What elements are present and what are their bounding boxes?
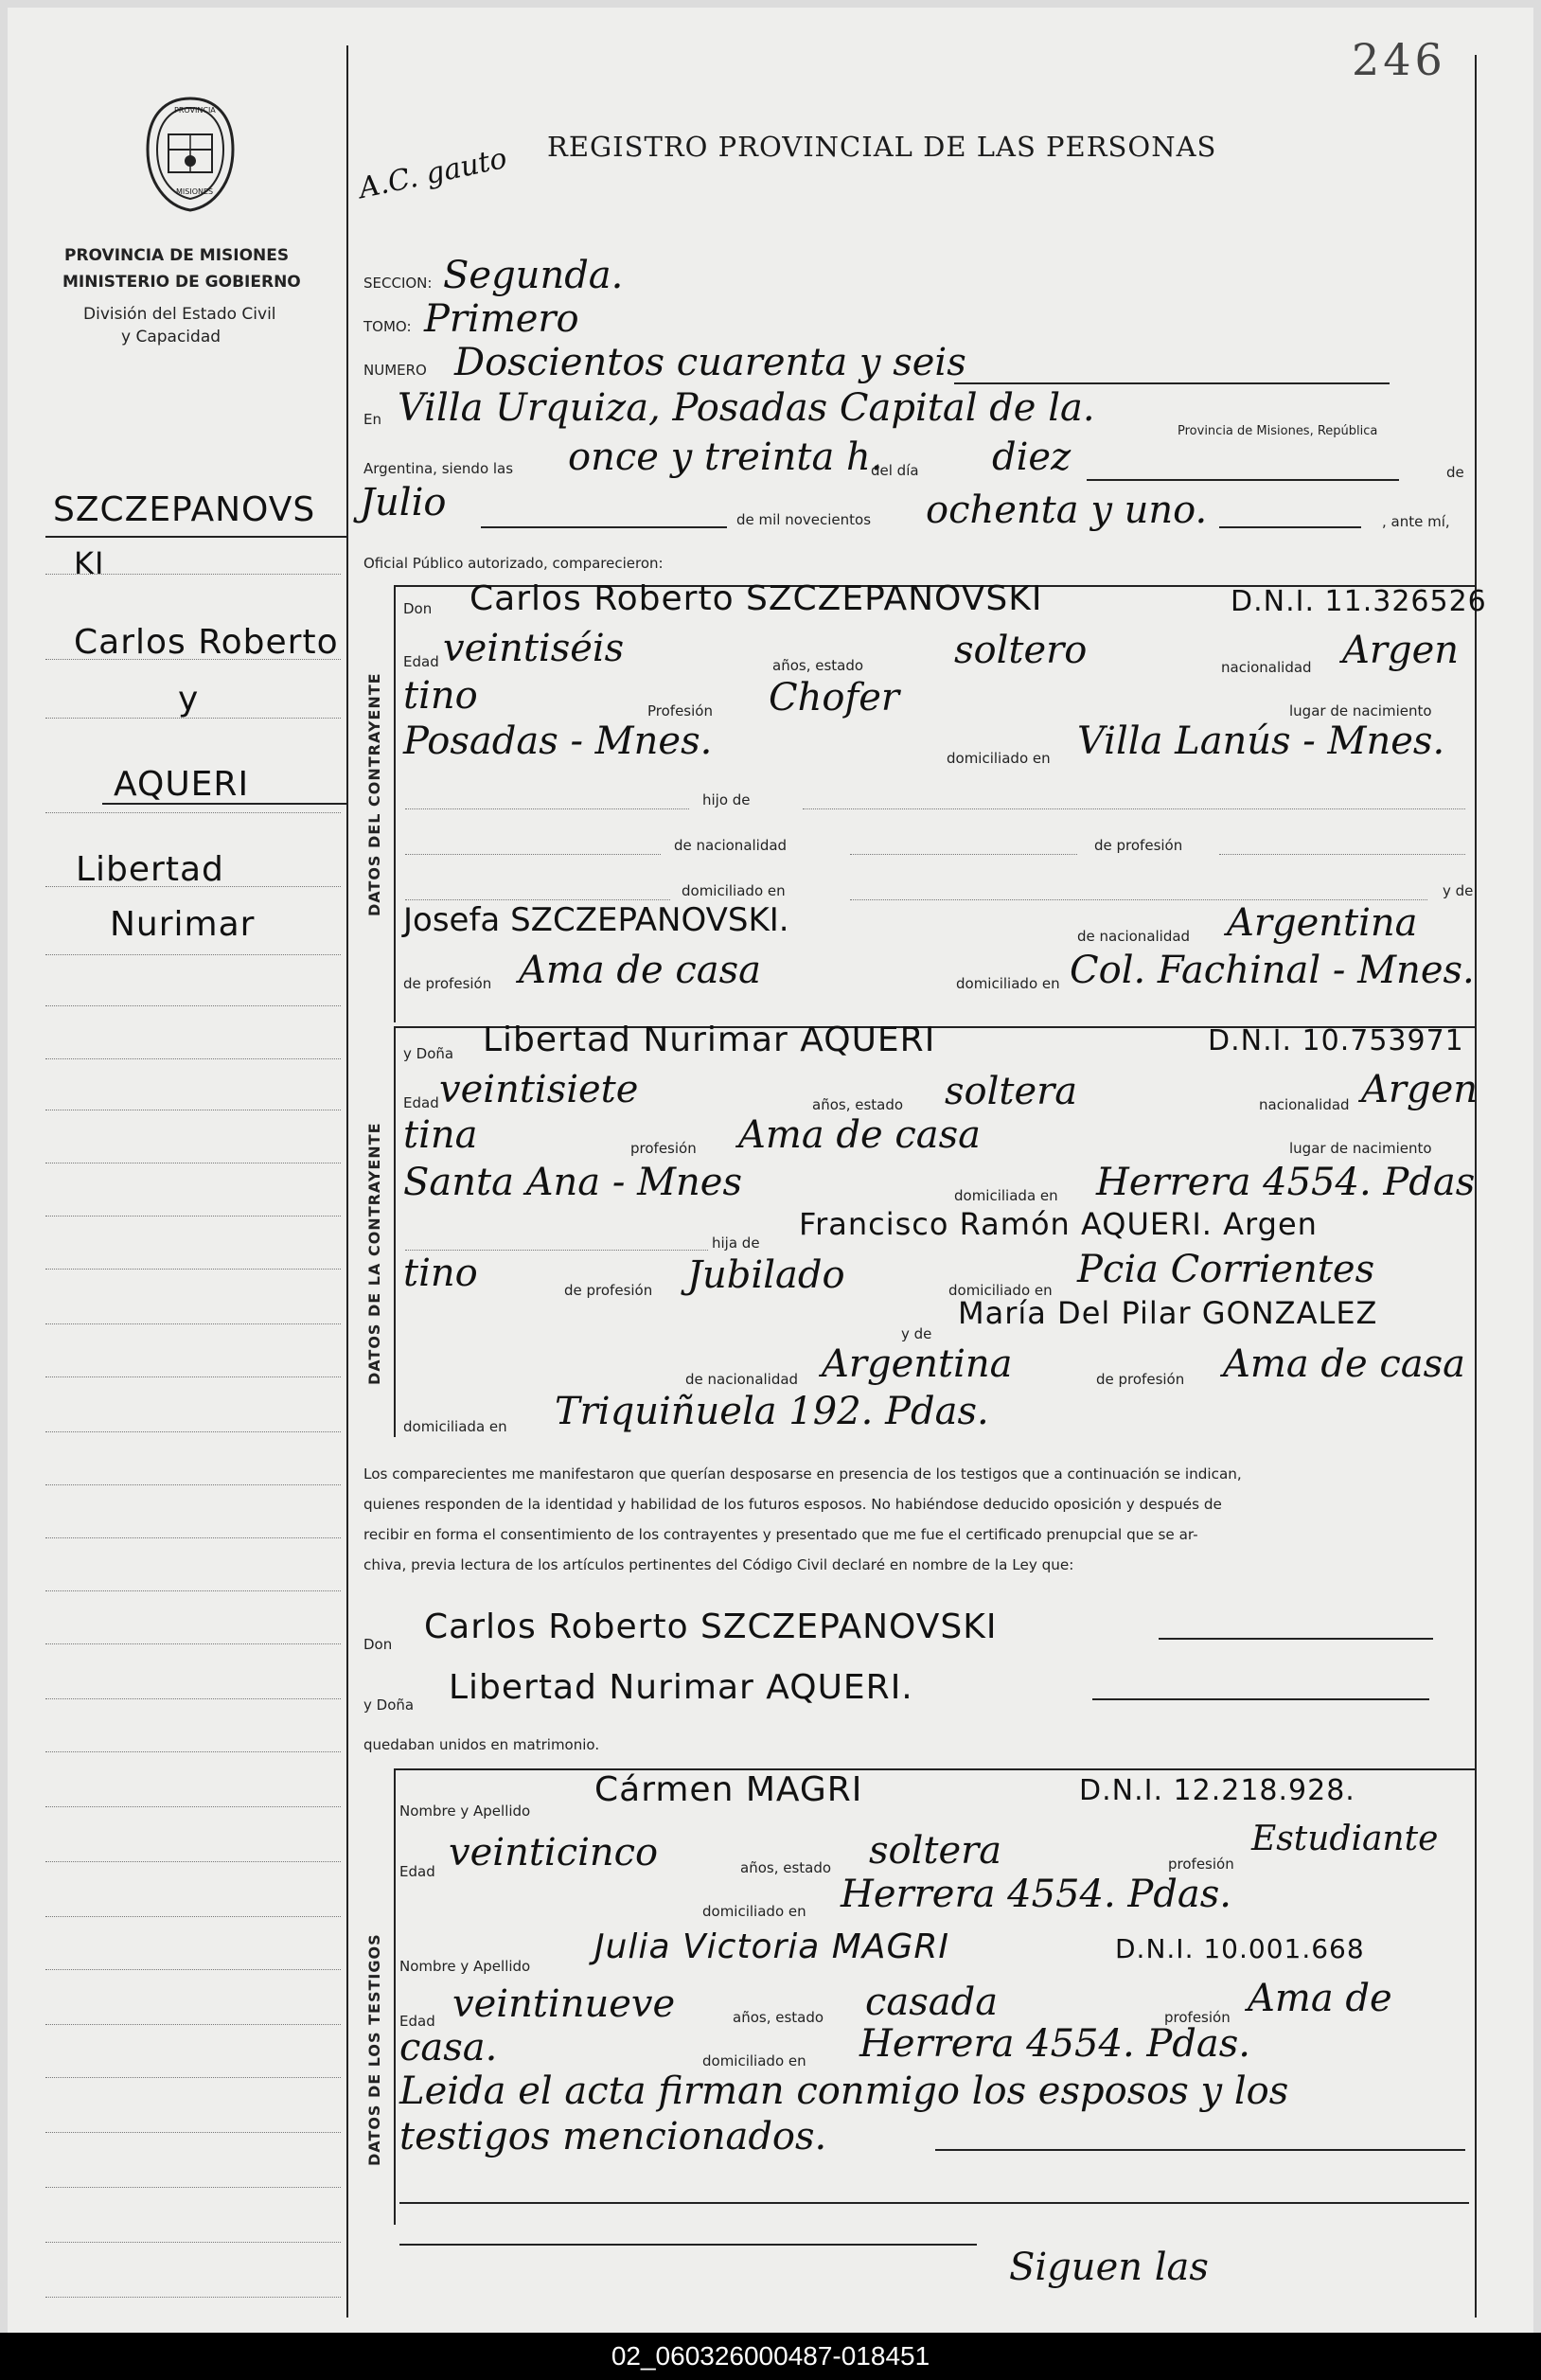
contrayente-nombre: Carlos Roberto SZCZEPANOVSKI	[469, 579, 1043, 618]
margin-underline-2	[102, 803, 348, 805]
annotation: A.C. gauto	[356, 141, 510, 206]
division-label-2: y Capacidad	[121, 328, 221, 346]
madre-nacionalidad-label: de nacionalidad	[1077, 928, 1191, 945]
contrayente-f-edad-label: Edad	[403, 1094, 439, 1111]
margin-dotted-rule	[45, 1751, 341, 1752]
padre-f-profesion-label: de profesión	[564, 1282, 653, 1299]
contrayente-f-dni: D.N.I. 10.753971	[1208, 1024, 1464, 1057]
de-label: de	[1446, 464, 1464, 481]
margin-dotted-rule	[45, 659, 341, 660]
declaration-line-2: quienes responden de la identidad y habilidad de los futuros esposos. No habiéndose deducido oposición y después de	[363, 1496, 1222, 1513]
dia-value: diez	[992, 435, 1072, 479]
t2-label: Nombre y Apellido	[399, 1958, 531, 1975]
testigos-top-rule	[394, 1768, 1475, 1770]
ministry-label: MINISTERIO DE GOBIERNO	[62, 273, 301, 292]
madre-f-nombre: María Del Pilar GONZALEZ	[958, 1295, 1378, 1331]
margin-rule	[346, 45, 348, 2318]
tomo-label: TOMO:	[363, 318, 412, 335]
contrayente-f-nacionalidad: Argen	[1361, 1068, 1479, 1111]
quedaban-label: quedaban unidos en matrimonio.	[363, 1736, 600, 1753]
margin-name-3: Nurimar	[110, 905, 256, 944]
contrayente-profesion: Chofer	[769, 676, 900, 719]
t1-dom-label: domiciliado en	[702, 1903, 806, 1920]
padre-profesion-label: de profesión	[1094, 837, 1183, 854]
hija-de-label: hija de	[712, 1234, 760, 1252]
declaration-dona: Libertad Nurimar AQUERI.	[449, 1668, 913, 1707]
madre-domiciliado-label: domiciliado en	[956, 975, 1060, 992]
declaration-dona-label: y Doña	[363, 1696, 415, 1714]
anio-value: ochenta y uno.	[926, 488, 1208, 532]
padre-nacionalidad-label: de nacionalidad	[674, 837, 788, 854]
contrayente-f-profesion-label: profesión	[630, 1140, 697, 1157]
t2-dom: Herrera 4554. Pdas.	[859, 2022, 1250, 2066]
contrayente-f-profesion: Ama de casa	[738, 1113, 981, 1157]
mes-value: Julio	[360, 481, 447, 524]
t2-estado: casada	[865, 1980, 999, 2024]
contrayente-lugar-nac: Posadas - Mnes.	[403, 719, 713, 763]
madre-f-domicilio: Triquiñuela 192. Pdas.	[555, 1390, 989, 1433]
field-dotted-rule	[850, 899, 1427, 900]
t2-dom-label: domiciliado en	[702, 2052, 806, 2069]
madre-profesion-label: de profesión	[403, 975, 492, 992]
hijo-de-label: hijo de	[702, 791, 751, 808]
margin-dotted-rule	[45, 1806, 341, 1807]
declaration-line-1: Los comparecientes me manifestaron que querían desposarse en presencia de los testigos que a continuación se indican,	[363, 1465, 1242, 1483]
margin-name-2: Libertad	[76, 850, 224, 889]
contrayente-f-anios-estado: años, estado	[812, 1096, 904, 1113]
section-rule-1	[394, 587, 396, 1022]
section-label-contrayente: DATOS DEL CONTRAYENTE	[365, 672, 383, 916]
madre-nombre: Josefa SZCZEPANOVSKI.	[403, 901, 789, 939]
right-rule	[1475, 55, 1477, 2318]
contrayente-domiciliado-label: domiciliado en	[947, 750, 1051, 767]
contrayente-f-lugar-nac: Santa Ana - Mnes	[403, 1161, 743, 1204]
nota-underline-1	[935, 2149, 1465, 2151]
margin-dotted-rule	[45, 1269, 341, 1270]
t1-prof: Estudiante	[1251, 1820, 1439, 1858]
declaration-don-underline	[1159, 1638, 1433, 1640]
del-dia-label: del día	[871, 462, 919, 479]
t2-prof-label: profesión	[1164, 2009, 1231, 2026]
provincia-text: Provincia de Misiones, República	[1178, 424, 1378, 438]
division-label-1: División del Estado Civil	[83, 305, 276, 324]
contrayente-anios-estado: años, estado	[772, 657, 864, 674]
registry-title: REGISTRO PROVINCIAL DE LAS PERSONAS	[547, 131, 1217, 163]
nota-line-1: Leida el acta firman conmigo los esposos y los	[399, 2069, 1289, 2113]
anio-underline	[1219, 526, 1361, 528]
numero-label: NUMERO	[363, 362, 427, 379]
declaration-don-label: Don	[363, 1636, 393, 1653]
margin-dotted-rule	[45, 1376, 341, 1377]
section-label-contrayente-f: DATOS DE LA CONTRAYENTE	[365, 1122, 383, 1385]
contrayente-f-edad: veintisiete	[439, 1068, 639, 1111]
field-dotted-rule	[405, 1250, 708, 1251]
contrayente-lugar-nac-label: lugar de nacimiento	[1289, 702, 1432, 719]
padre-f-domicilio: Pcia Corrientes	[1077, 1248, 1375, 1291]
margin-dotted-rule	[45, 1590, 341, 1591]
margin-dotted-rule	[45, 574, 341, 575]
margin-dotted-rule	[45, 886, 341, 887]
margin-dotted-rule	[45, 2024, 341, 2025]
province-label: PROVINCIA DE MISIONES	[64, 246, 290, 265]
padre-f-profesion: Jubilado	[687, 1253, 845, 1297]
t1-nombre: Cármen MAGRI	[594, 1770, 863, 1809]
declaration-line-3: recibir en forma el consentimiento de los contrayentes y presentado que me fue el certificado prenupcial que se ar-	[363, 1526, 1198, 1543]
contrayente-f-y-de-label: y de	[901, 1325, 932, 1342]
contrayente-dni: D.N.I. 11.326526	[1231, 585, 1487, 618]
t1-prof-label: profesión	[1168, 1856, 1234, 1873]
margin-dotted-rule	[45, 1969, 341, 1970]
contrayente-nacionalidad-label: nacionalidad	[1221, 659, 1312, 676]
declaration-dona-underline	[1092, 1698, 1429, 1700]
t1-dom: Herrera 4554. Pdas.	[841, 1873, 1231, 1916]
seal-bottom-text: MISIONES	[176, 187, 214, 196]
image-footer-id: 02_060326000487-018451	[0, 2333, 1541, 2380]
t2-prof: Ama de	[1248, 1977, 1392, 2020]
madre-f-profesion-label: de profesión	[1096, 1371, 1185, 1388]
margin-dotted-rule	[45, 2297, 341, 2298]
declaration-don: Carlos Roberto SZCZEPANOVSKI	[424, 1607, 998, 1646]
dona-label: y Doña	[403, 1045, 454, 1062]
madre-domicilio: Col. Fachinal - Mnes.	[1070, 949, 1475, 992]
lugar-value: Villa Urquiza, Posadas Capital de la.	[398, 386, 1095, 430]
t2-nombre: Julia Victoria MAGRI	[594, 1927, 950, 1966]
margin-dotted-rule	[45, 1323, 341, 1324]
contrayente-nacionalidad: Argen	[1342, 629, 1460, 672]
madre-f-profesion: Ama de casa	[1223, 1342, 1465, 1386]
margin-conj: y	[178, 680, 200, 719]
dia-underline	[1087, 479, 1399, 481]
don-label: Don	[403, 600, 433, 617]
section-rule-3	[394, 1770, 396, 2225]
field-dotted-rule	[1219, 854, 1465, 855]
margin-dotted-rule	[45, 1916, 341, 1917]
margin-dotted-rule	[45, 1216, 341, 1217]
section-rule-2	[394, 1028, 396, 1437]
contrayente-f-domiciliada-label: domiciliada en	[954, 1187, 1058, 1204]
margin-name-1: Carlos Roberto	[74, 623, 339, 662]
nota-underline-3	[399, 2244, 977, 2246]
margin-dotted-rule	[45, 2242, 341, 2243]
section-label-testigos: DATOS DE LOS TESTIGOS	[365, 1933, 383, 2166]
margin-dotted-rule	[45, 954, 341, 955]
margin-dotted-rule	[45, 2077, 341, 2078]
field-dotted-rule	[850, 854, 1077, 855]
t1-estado: soltera	[869, 1829, 1002, 1873]
field-dotted-rule	[405, 854, 661, 855]
y-de-label: y de	[1443, 882, 1474, 899]
t2-edad: veintinueve	[452, 1982, 676, 2026]
margin-dotted-rule	[45, 1005, 341, 1006]
margin-dotted-rule	[45, 2187, 341, 2188]
t1-edad-label: Edad	[399, 1863, 435, 1880]
madre-f-nacionalidad-label: de nacionalidad	[685, 1371, 799, 1388]
contrayente-f-estado: soltera	[945, 1070, 1078, 1113]
t2-edad-label: Edad	[399, 2013, 435, 2030]
field-dotted-rule	[405, 899, 670, 900]
field-dotted-rule	[803, 808, 1465, 809]
t1-anios-estado: años, estado	[740, 1859, 832, 1876]
hora-value: once y treinta h.	[568, 435, 883, 479]
padre-f-domiciliado-label: domiciliado en	[948, 1282, 1053, 1299]
padre-f-nombre: Francisco Ramón AQUERI. Argen	[799, 1206, 1318, 1242]
margin-dotted-rule	[45, 1484, 341, 1485]
margin-dotted-rule	[45, 1058, 341, 1059]
seccion-value: Segunda.	[443, 254, 624, 297]
ante-mi-label: , ante mí,	[1382, 513, 1450, 530]
contrayente-domicilio: Villa Lanús - Mnes.	[1077, 719, 1445, 763]
province-seal	[138, 93, 242, 216]
contrayente-nacionalidad-2: tino	[403, 674, 478, 718]
margin-dotted-rule	[45, 1698, 341, 1699]
page-number: 246	[1352, 34, 1446, 85]
t1-dni: D.N.I. 12.218.928.	[1079, 1774, 1355, 1807]
contrayente-edad-label: Edad	[403, 653, 439, 670]
madre-f-nacionalidad: Argentina	[822, 1342, 1013, 1386]
margin-dotted-rule	[45, 1431, 341, 1432]
margin-dotted-rule	[45, 1861, 341, 1862]
t2-anios-estado: años, estado	[733, 2009, 824, 2026]
numero-underline	[954, 382, 1390, 384]
seal-top-text: PROVINCIA	[174, 106, 216, 115]
margin-dotted-rule	[45, 1643, 341, 1644]
oficial-label: Oficial Público autorizado, comparecieron:	[363, 555, 664, 572]
margin-dotted-rule	[45, 2132, 341, 2133]
argentina-label: Argentina, siendo las	[363, 460, 514, 477]
contrayente-estado: soltero	[954, 629, 1088, 672]
tomo-value: Primero	[424, 297, 579, 341]
margin-surname-1: SZCZEPANOVS	[53, 490, 316, 529]
contrayente-profesion-label: Profesión	[647, 702, 713, 719]
contrayente-f-nombre: Libertad Nurimar AQUERI	[483, 1021, 936, 1059]
contrayente-f-nacionalidad-2: tina	[403, 1113, 478, 1157]
en-label: En	[363, 411, 381, 428]
padre-domiciliado-label: domiciliado en	[682, 882, 786, 899]
siguen-text: Siguen las	[1009, 2246, 1209, 2289]
margin-dotted-rule	[45, 718, 341, 719]
madre-profesion: Ama de casa	[519, 949, 761, 992]
madre-f-domiciliada-label: domiciliada en	[403, 1418, 507, 1435]
margin-surname-3: AQUERI	[114, 765, 250, 804]
t1-edad: veinticinco	[449, 1831, 659, 1874]
seccion-label: SECCION:	[363, 275, 433, 292]
contrayente-f-lugar-nac-label: lugar de nacimiento	[1289, 1140, 1432, 1157]
margin-surname-2: KI	[74, 545, 105, 581]
anio-label: de mil novecientos	[736, 511, 872, 528]
margin-underline-1	[45, 536, 346, 538]
nota-underline-2	[399, 2202, 1469, 2204]
field-dotted-rule	[405, 808, 689, 809]
contrayente-f-domicilio: Herrera 4554. Pdas	[1096, 1161, 1476, 1204]
certificate-page	[8, 8, 1533, 2333]
mes-underline	[481, 526, 727, 528]
margin-dotted-rule	[45, 1537, 341, 1538]
padre-f-nacionalidad-2: tino	[403, 1252, 478, 1295]
numero-value: Doscientos cuarenta y seis	[454, 341, 966, 384]
madre-nacionalidad: Argentina	[1227, 901, 1418, 945]
t2-prof-2: casa.	[399, 2026, 498, 2069]
declaration-line-4: chiva, previa lectura de los artículos pertinentes del Código Civil declaré en nombre de la Ley que:	[363, 1556, 1074, 1573]
t2-dni: D.N.I. 10.001.668	[1115, 1933, 1365, 1964]
nota-line-2: testigos mencionados.	[399, 2115, 827, 2158]
contrayente-edad: veintiséis	[443, 627, 625, 670]
margin-dotted-rule	[45, 812, 341, 813]
t1-label: Nombre y Apellido	[399, 1803, 531, 1820]
contrayente-f-nacionalidad-label: nacionalidad	[1259, 1096, 1350, 1113]
